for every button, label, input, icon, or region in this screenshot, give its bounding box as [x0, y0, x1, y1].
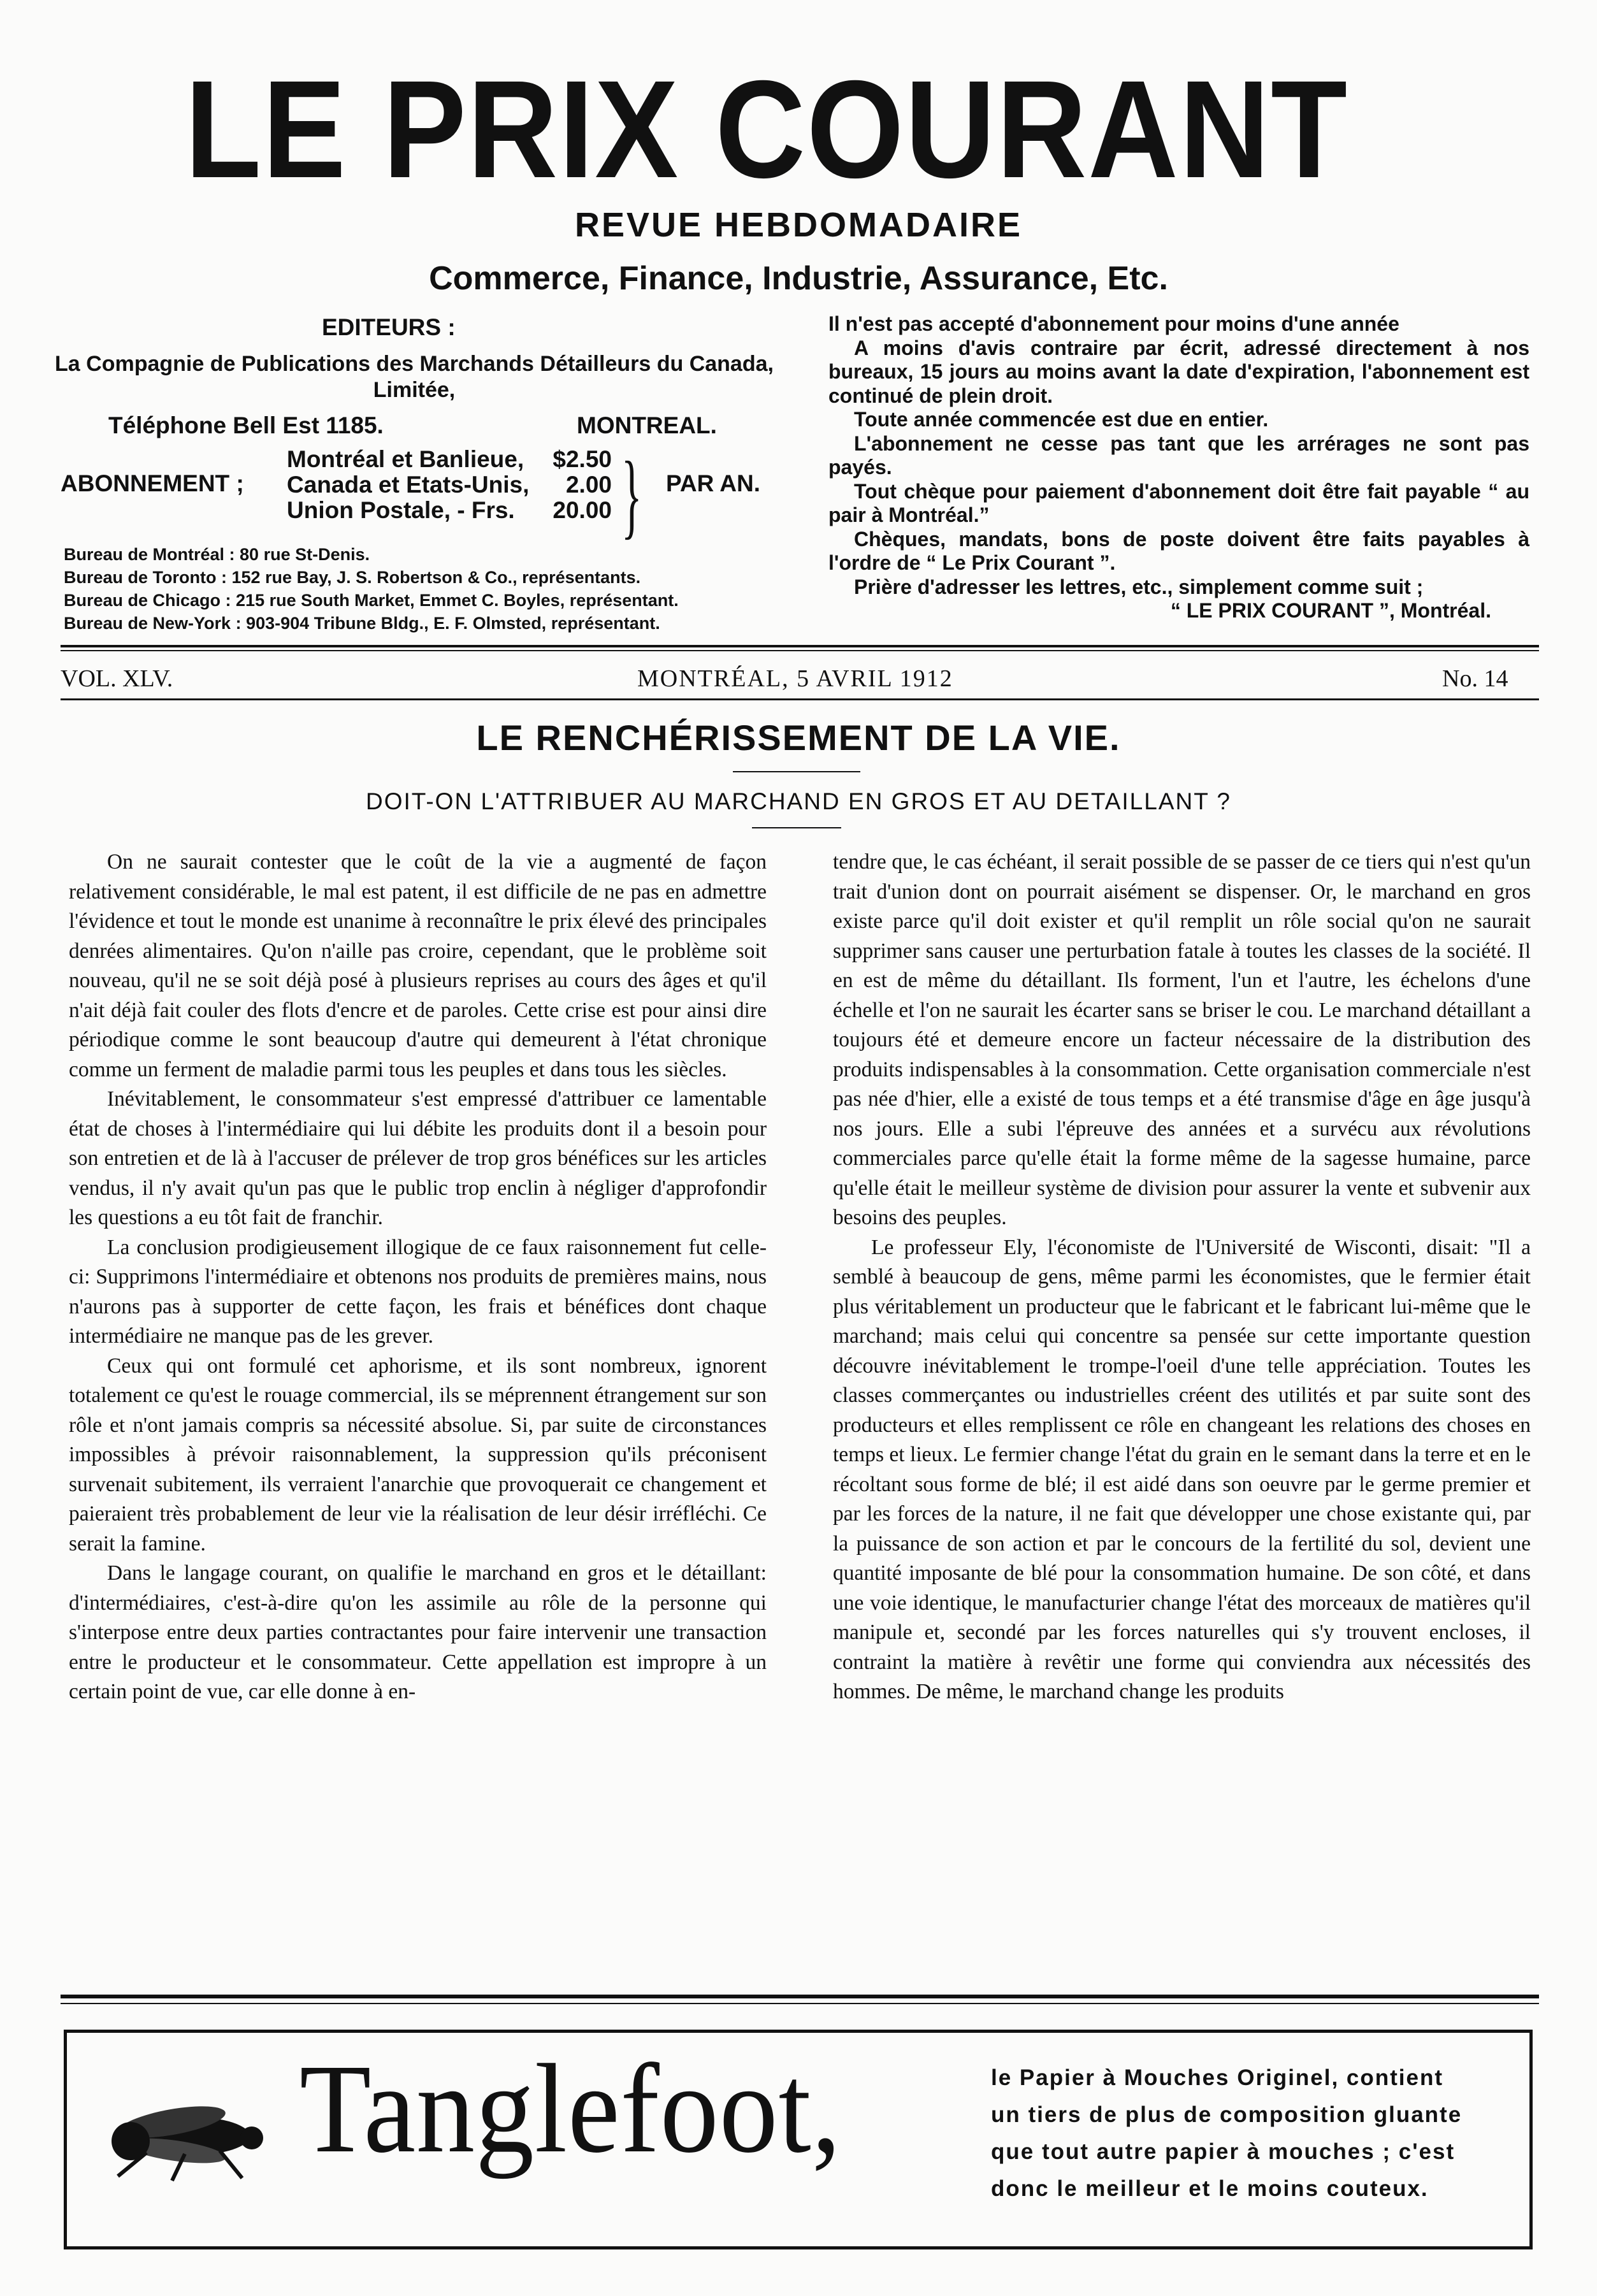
editeurs-heading: EDITEURS :	[322, 314, 456, 340]
issue-volume: VOL. XLV.	[61, 665, 173, 692]
issue-number: No. 14	[1442, 665, 1508, 692]
rate-place: Union Postale, - Frs.	[287, 497, 515, 523]
divider-rule	[61, 698, 1539, 700]
rate-place: Montréal et Banlieue,	[287, 446, 524, 472]
advertisement-copy	[991, 2060, 1501, 2207]
bureau-chicago: Bureau de Chicago : 215 rue South Market, Emmet C. Boyles, représentant.	[64, 591, 679, 610]
publisher-city: MONTREAL.	[577, 412, 717, 438]
bureau-toronto: Bureau de Toronto : 152 rue Bay, J. S. Robertson & Co., représentants.	[64, 568, 641, 587]
article-headline: LE RENCHÉRISSEMENT DE LA VIE.	[476, 718, 1121, 758]
subheadline-rule	[752, 827, 841, 828]
advertisement-brand: Tanglefoot,	[300, 2039, 842, 2179]
divider-rule	[61, 1995, 1539, 1998]
subscription-label: ABONNEMENT ;	[61, 470, 244, 496]
article-paragraph: tendre que, le cas échéant, il serait possible de se passer de ce tiers qui n'est qu'un trait d'union dont on pourrait aisément se dispenser. Or, le marchand en gros existe parce qu'il doit exister et qu'il remplit un rôle social qu'on ne saurait supprimer sans causer une perturbation fatale à toutes les classes de la société. Il en est de même du détaillant. Ils forment, l'un et l'autre, les échelons d'une échelle et l'on ne saurait les écarter sans se briser le cou. Le marchand détaillant a toujours été et demeure encore un facteur nécessaire de la distribution des produits indispensables à la consommation. Cette organisation commerciale n'est pas née d'hier, elle a existé de tous temps et a été transmise d'âge en âge jusqu'à nos jours. Elle a subi l'épreuve des années et a survécu aux révolutions commerciales parce qu'elle était la forme même de la sagesse humaine, parce qu'elle était le meilleur système de division pour assurer la vente et subvenir aux besoins des peuples.	[833, 850, 1531, 1229]
terms-paragraph: A moins d'avis contraire par écrit, adressé directement à nos bureaux, 15 jours au moins avant la date d'expiration, l'abonnement est continué de plein droit.	[828, 336, 1529, 407]
terms-paragraph: Toute année commencée est due en entier.	[854, 408, 1269, 431]
masthead-tagline: Commerce, Finance, Industrie, Assurance, Etc.	[429, 260, 1168, 297]
publisher-phone: Téléphone Bell Est 1185.	[108, 412, 384, 438]
article-paragraph: Ceux qui ont formulé cet aphorisme, et ils sont nombreux, ignorent totalement ce qu'est le rouage commercial, ils se méprennent étrangement sur son rôle et n'ont jamais compris sa nécessité absolue. Si, par suite de circonstances impossibles à prévoir raisonnablement, la suppression qu'ils préconisent survenait subitement, ils verraient l'anarchie que provoquerait ce changement et paieraient très probablement de leur vie la réalisation de leur désir irréfléchi. Ce serait la famine.	[69, 1354, 767, 1556]
subscription-terms	[828, 312, 1529, 623]
terms-paragraph: Tout chèque pour paiement d'abonnement doit être fait payable “ au pair à Montréal.”	[828, 479, 1529, 526]
publisher-company: La Compagnie de Publications des Marchands Détailleurs du Canada, Limitée,	[55, 352, 774, 402]
subscription-rate-row	[287, 472, 612, 497]
terms-paragraph: L'abonnement ne cesse pas tant que les arrérages ne sont pas payés.	[828, 431, 1529, 479]
advertisement-line: que tout autre papier à mouches ; c'est	[991, 2139, 1456, 2164]
advertisement-line: donc le meilleur et le moins couteux.	[991, 2176, 1429, 2201]
rate-amount: 2.00	[565, 472, 612, 498]
rate-amount: 20.00	[553, 497, 612, 523]
article-paragraph: La conclusion prodigieusement illogique de ce faux raisonnement fut celle-ci: Supprimons l'intermédiaire et obtenons nos produits de premières mains, nous n'aurons pas à supporter de cette façon, les frais et bénéfices dont chaque intermédiaire ne manque pas de les grever.	[69, 1235, 767, 1348]
masthead-subtitle: REVUE HEBDOMADAIRE	[574, 206, 1023, 244]
headline-rule	[733, 771, 860, 772]
subscription-rate-row	[287, 446, 612, 472]
terms-address: “ LE PRIX COURANT ”, Montréal.	[1170, 599, 1491, 622]
fly-icon	[96, 2097, 268, 2186]
article-paragraph: On ne saurait contester que le coût de la vie a augmenté de façon relativement considérable, le mal est patent, il est difficile de ne pas en admettre l'évidence et tout le monde est unanime à reconnaître le prix élevé des principales denrées alimentaires. Qu'on n'aille pas croire, cependant, que le problème soit nouveau, qu'il ne se soit déjà posé à plusieurs reprises au cours des âges et qu'il n'ait déjà fait couler des flots d'encre et de paroles. Cette crise est pour ainsi dire périodique comme le sont beaucoup d'autre qui demeurent à l'état chronique comme un ferment de maladie parmi tous les peuples et dans tous les siècles.	[69, 850, 767, 1081]
article-column-left	[69, 848, 767, 1707]
issue-date: MONTRÉAL, 5 AVRIL 1912	[637, 665, 953, 692]
article-column-right	[833, 848, 1531, 1707]
subscription-rate-row	[287, 497, 612, 523]
subscription-period: PAR AN.	[666, 470, 760, 496]
rate-place: Canada et Etats-Unis,	[287, 472, 530, 498]
terms-paragraph: Il n'est pas accepté d'abonnement pour moins d'une année	[828, 312, 1399, 335]
advertisement-line: le Papier à Mouches Originel, contient	[991, 2065, 1444, 2090]
article-subheadline: DOIT-ON L'ATTRIBUER AU MARCHAND EN GROS ET AU DETAILLANT ?	[366, 788, 1231, 814]
terms-paragraph: Chèques, mandats, bons de poste doivent être faits payables à l'ordre de “ Le Prix Courant ”.	[828, 527, 1529, 574]
article-paragraph: Dans le langage courant, on qualifie le marchand en gros et le détaillant: d'intermédiaires, c'est-à-dire qu'on les assimile au rôle de la personne qui s'interpose entre deux parties contractantes pour faire intervenir une transaction entre le producteur et le consommateur. Cette appellation est impropre à un certain point de vue, car elle donne à en-	[69, 1561, 767, 1703]
bureau-montreal: Bureau de Montréal : 80 rue St-Denis.	[64, 545, 370, 564]
terms-paragraph: Prière d'adresser les lettres, etc., simplement comme suit ;	[854, 575, 1424, 598]
rate-amount: $2.50	[553, 446, 612, 472]
advertisement-line: un tiers de plus de composition gluante	[991, 2102, 1463, 2127]
divider-rule	[61, 650, 1539, 651]
divider-rule	[61, 2003, 1539, 2004]
divider-rule	[61, 645, 1539, 647]
subscription-brace: }	[621, 442, 642, 548]
article-paragraph: Le professeur Ely, l'économiste de l'Université de Wisconti, disait: "Il a semblé à beaucoup de gens, même parmi les économistes, que le fermier était plus véritablement un producteur que le fabricant et le fabricant lui-même que le marchand; mais celui qui concentre sa pensée sur cette importante question découvre inévitablement le trompe-l'oeil d'une telle appréciation. Toutes les classes commerçantes ou industrielles créent des utilités et par suite sont des producteurs et elles remplissent ce rôle en changeant les relations des choses en temps et lieux. Le fermier change l'état du grain en le semant dans la terre et en le récoltant sous forme de blé; il est aidé dans son oeuvre par le germe premier et par les forces de la nature, il ne fait que développer une chose existante qui, par la puissance de son action et par le concours de la fertilité du sol, devient une quantité imposante de blé pour la consommation humaine. De son côté, et dans une voie identique, le manufacturier change l'état des morceaux de matières qu'il manipule et, secondé par les forces naturelles qui s'y trouvent encloses, il contraint la matière à revêtir une forme qui conviendra aux nécessités des hommes. De même, le marchand change les produits	[833, 1235, 1531, 1703]
bureau-new-york: Bureau de New-York : 903-904 Tribune Bldg., E. F. Olmsted, représentant.	[64, 614, 660, 633]
masthead-title: LE PRIX COURANT	[185, 52, 1348, 207]
article-paragraph: Inévitablement, le consommateur s'est empressé d'attribuer ce lamentable état de choses à l'intermédiaire qui lui débite les produits dont il a besoin pour son entretien et de là à l'accuser de prélever de trop gros bénéfices sur les articles vendus, il n'y avait qu'un pas que le public trop enclin à négliger d'approfondir les questions a eu tôt fait de franchir.	[69, 1087, 767, 1229]
